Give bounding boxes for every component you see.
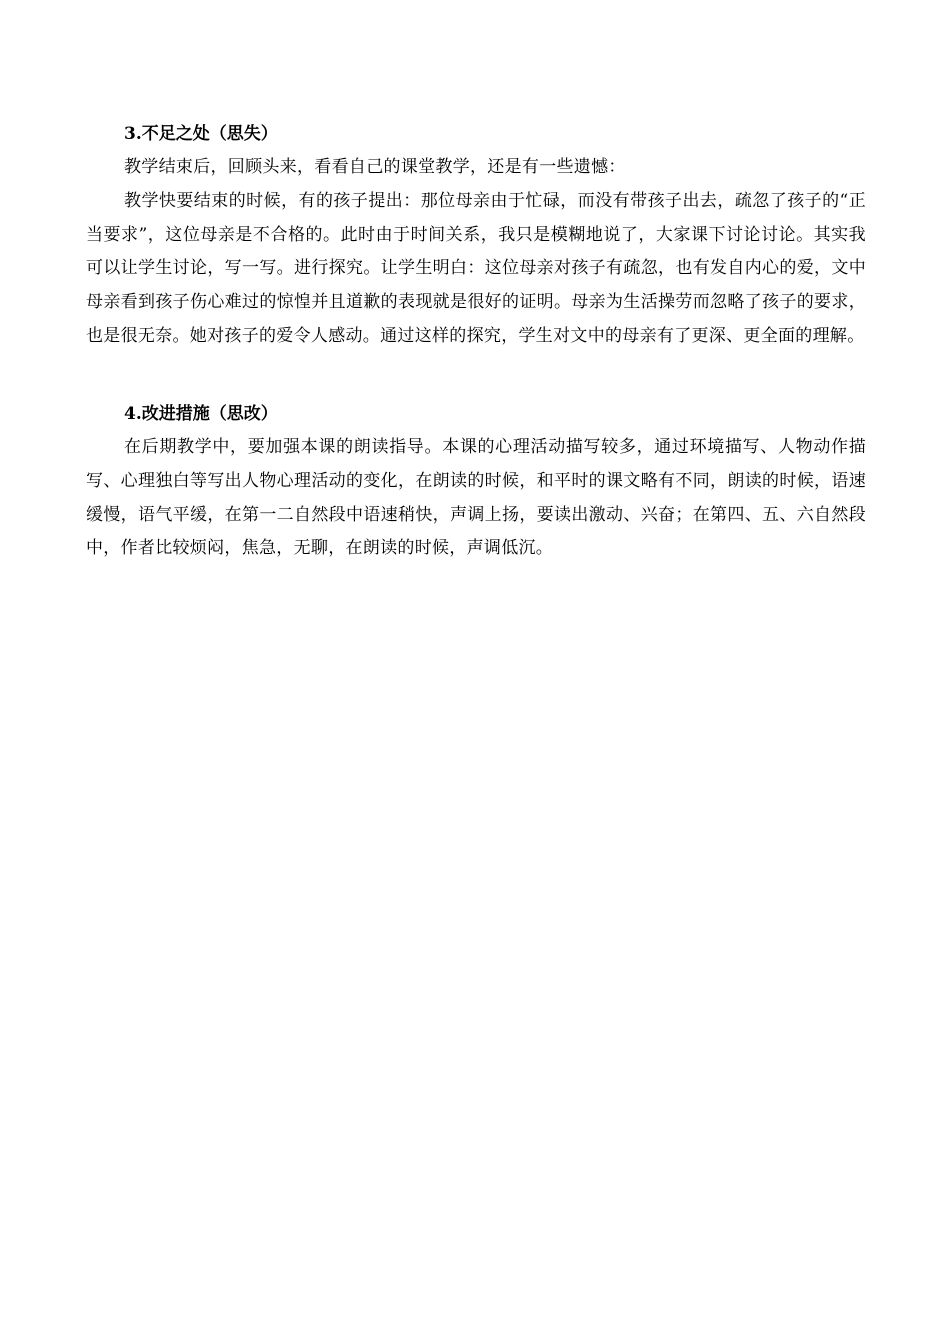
paragraph: 教学结束后，回顾头来，看看自己的课堂教学，还是有一些遗憾： [124, 157, 626, 177]
section-shortcomings [86, 118, 866, 354]
paragraph: 在后期教学中，要加强本课的朗读指导。本课的心理活动描写较多，通过环境描写、人物动作描写、心理独白等写出人物心理活动的变化，在朗读的时候，和平时的课文略有不同，朗读的时候，语速缓慢，语气平缓，在第一二自然段中语速稍快，声调上扬，要读出激动、兴奋；在第四、五、六自然段中，作者比较烦闷，焦急，无聊，在朗读的时候，声调低沉。 [86, 437, 866, 559]
paragraph: 教学快要结束的时候，有的孩子提出：那位母亲由于忙碌，而没有带孩子出去，疏忽了孩子的“正当要求”，这位母亲是不合格的。此时由于时间关系，我只是模糊地说了，大家课下讨论讨论。其实我可以让学生讨论，写一写。进行探究。让学生明白：这位母亲对孩子有疏忽，也有发自内心的爱，文中母亲看到孩子伤心难过的惊惶并且道歉的表现就是很好的证明。母亲为生活操劳而忽略了孩子的要求，也是很无奈。她对孩子的爱令人感动。通过这样的探究，学生对文中的母亲有了更深、更全面的理解。 [86, 190, 866, 346]
section-heading: 4.改进措施（思改） [124, 404, 278, 424]
section-improvements [86, 398, 866, 566]
section-heading: 3.不足之处（思失） [124, 124, 278, 144]
